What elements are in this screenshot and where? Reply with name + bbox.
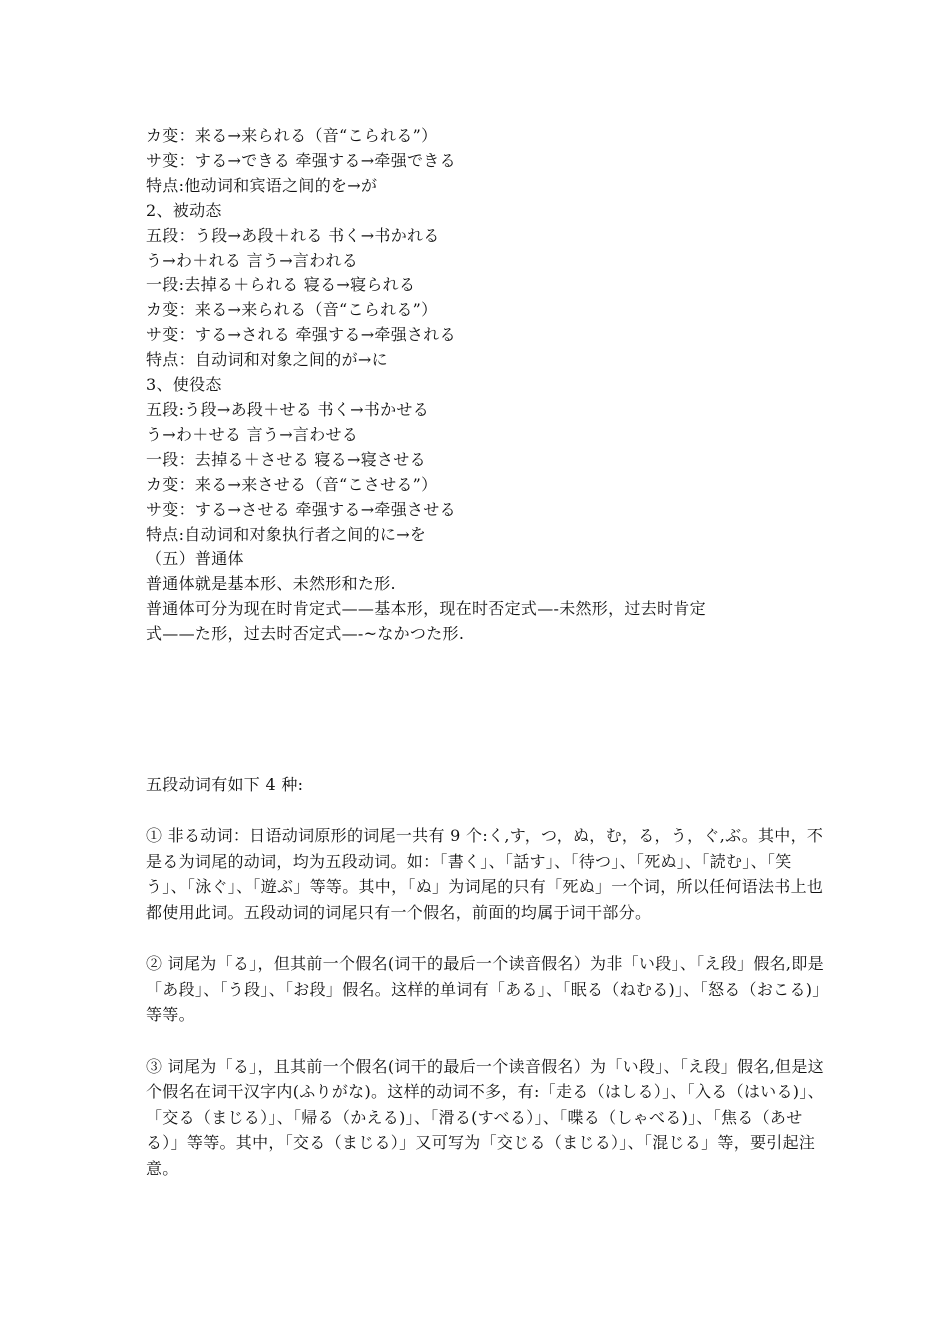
text-line: サ变：する→させる 牵强する→牵强させる	[146, 499, 456, 519]
text-line: 一段:去掉る＋られる 寝る→寝られる	[146, 275, 416, 295]
text-line: 普通体就是基本形、未然形和た形.	[146, 574, 396, 594]
paragraph-1: ① 非る动词：日语动词原形的词尾一共有 9 个:く,す，つ，ぬ，む，る，う，ぐ,ぶ。其中，不是る为词尾的动词，均为五段动词。如：「書く」、「話す」、「待つ」、「死ぬ」、「読む」、「笑う」、「泳ぐ」、「遊ぶ」等等。其中，「ぬ」为词尾的只有「死ぬ」一个词，所以任何语法书上也都使用此词。五段动词的词尾只有一个假名，前面的均属于词干部分。	[146, 826, 824, 922]
text-line: カ变：来る→来られる（音“こられる”）	[146, 126, 438, 145]
section-heading: 3、使役态	[146, 375, 222, 395]
section-heading: （五）普通体	[146, 549, 244, 569]
text-line: 普通体可分为现在时肯定式——基本形，现在时否定式—-未然形，过去时肯定	[146, 599, 706, 619]
paragraph-spacer	[146, 798, 826, 824]
text-line: う→わ＋せる 言う→言わせる	[146, 424, 359, 444]
section-heading: 五段动词有如下 4 种:	[146, 775, 304, 794]
text-line: カ变：来る→来させる（音“こさせる”）	[146, 474, 438, 494]
section-heading: 2、被动态	[146, 200, 222, 220]
text-line: 一段：去掉る＋させる 寝る→寝させる	[146, 449, 426, 469]
godan-verbs-section	[146, 772, 826, 1182]
grammar-notes-top	[146, 124, 826, 647]
paragraph-spacer	[146, 1028, 826, 1054]
text-line: う→わ＋れる 言う→言われる	[146, 250, 359, 270]
text-line: サ变：する→できる 牵强する→牵强できる	[146, 150, 456, 170]
paragraph-3: ③ 词尾为「る」，且其前一个假名(词干的最后一个读音假名）为「い段」、「え段」假名,但是这个假名在词干汉字内(ふりがな)。这样的动词不多，有:「走る（はしる）」、「入る（はいる)」、「交る（まじる）」、「帰る（かえる)」、「滑る(すべる）」、「喋る（しゃべる)」、「焦る（あせる）」等等。其中，「交る（まじる）」又可写为「交じる（まじる）」、「混じる」等，要引起注意。	[146, 1056, 824, 1178]
text-line: 特点:他动词和宾语之间的を→が	[146, 175, 378, 195]
text-line: 式——た形，过去时否定式—-~なかつた形.	[146, 624, 465, 644]
text-line: サ变：する→される 牵强する→牵强される	[146, 325, 456, 345]
text-line: 特点：自动词和对象之间的が→に	[146, 350, 388, 370]
text-line: 特点:自动词和对象执行者之间的に→を	[146, 524, 427, 544]
text-line: 五段:う段→あ段＋せる 书く→书かせる	[146, 399, 429, 419]
paragraph-2: ② 词尾为「る」，但其前一个假名(词干的最后一个读音假名）为非「い段」、「え段」假名,即是「あ段」、「う段」、「お段」假名。这样的单词有「ある」、「眠る（ねむる)」、「怒る（おこる)」等等。	[146, 954, 824, 1025]
text-line: カ变：来る→来られる（音“こられる”）	[146, 300, 438, 320]
paragraph-spacer	[146, 926, 826, 952]
text-line: 五段：う段→あ段＋れる 书く→书かれる	[146, 225, 440, 245]
